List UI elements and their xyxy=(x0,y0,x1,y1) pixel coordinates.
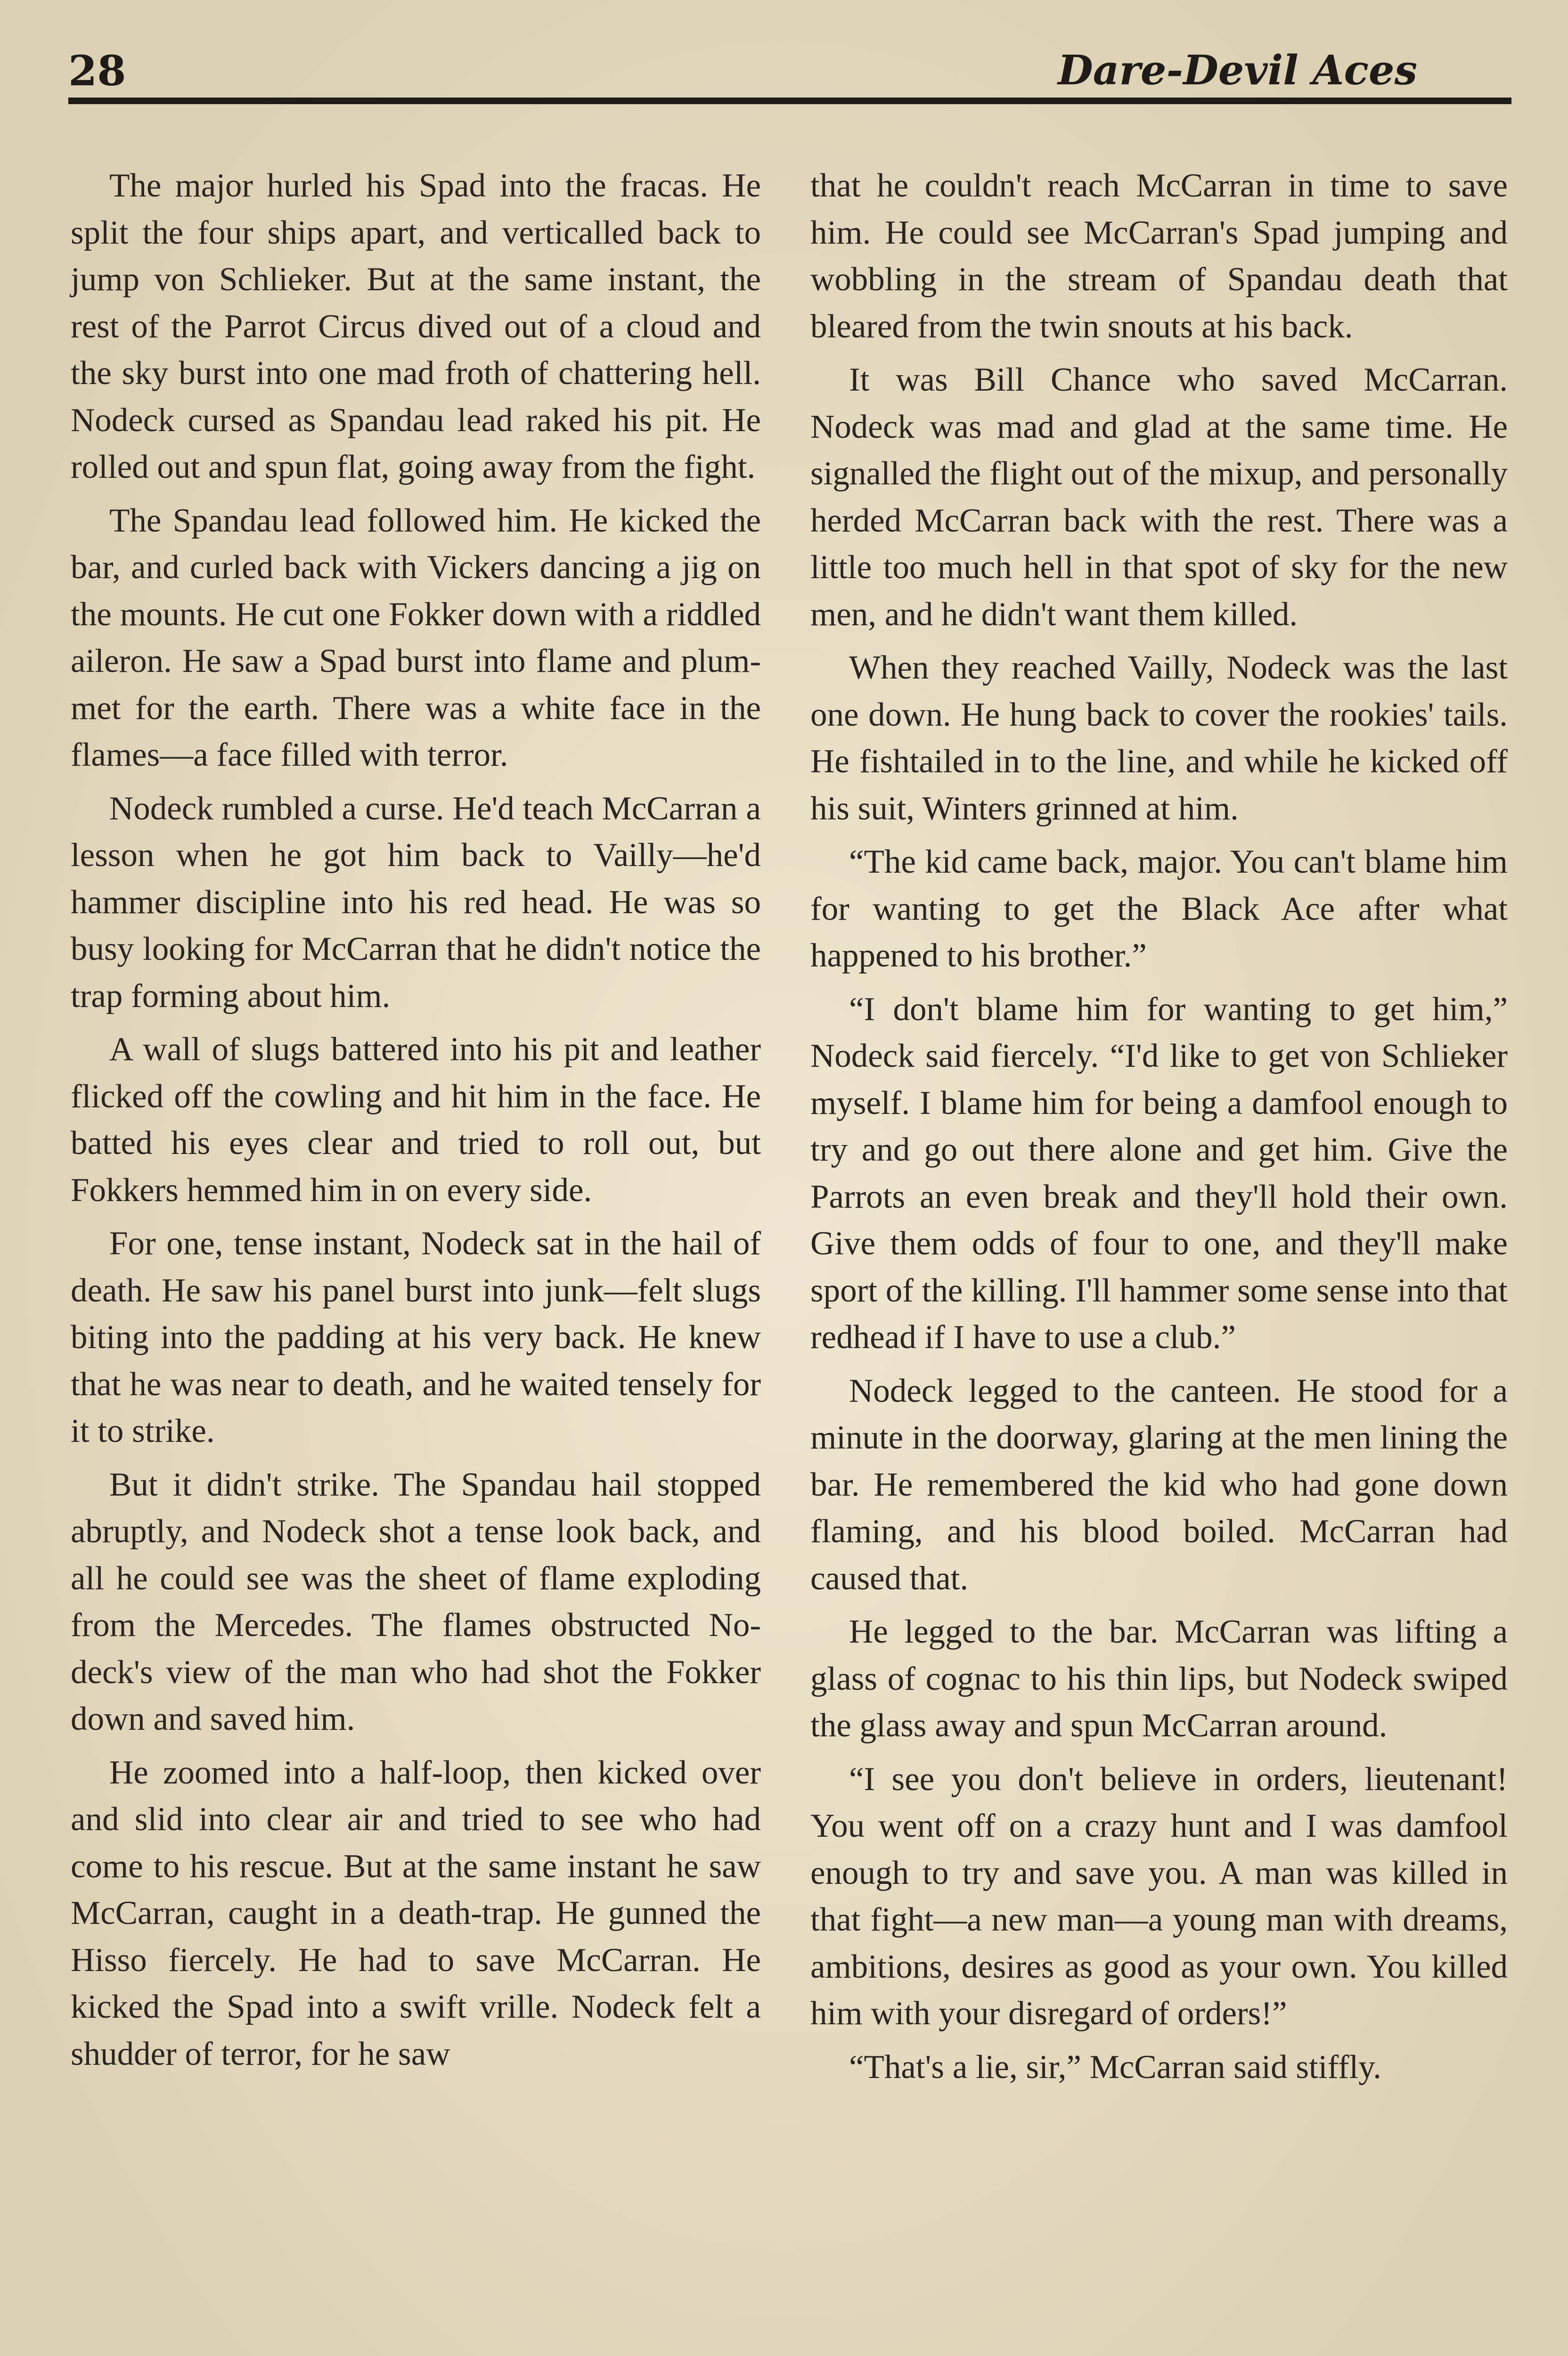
paragraph: He legged to the bar. McCarran was lifting a glass of cognac to his thin lips, but Nodeck swiped the glass away and spun McCarran around. xyxy=(810,1613,1508,1744)
paragraph: Nodeck legged to the canteen. He stood for a minute in the doorway, glaring at the men lining the bar. He remembered the kid who had gone down flaming, and his blood boiled. McCarran had caused that. xyxy=(810,1372,1508,1597)
page-number: 28 xyxy=(68,46,126,95)
header-rule xyxy=(68,98,1511,104)
paragraph: It was Bill Chance who saved McCarran. Nodeck was mad and glad at the same time. He signalled the flight out of the mixup, and personally herded McCarran back with the rest. There was a little too much hell in that spot of sky for the new men, and he didn't want them killed. xyxy=(810,361,1508,633)
paragraph: The major hurled his Spad into the fracas. He split the four ships apart, and verticalled back to jump von Schlieker. But at the same instant, the rest of the Parrot Circus dived out of a cloud and the sky burst into one mad froth of chattering hell. Nodeck cursed as Spandau lead raked his pit. He rolled out and spun flat, going away from the fight. xyxy=(71,167,761,485)
paragraph: “I see you don't believe in orders, lieutenant! You went off on a crazy hunt and I was damfool enough to try and save you. A man was killed in that fight—a new man—a young man with dreams, ambitions, desires as good as your own. You killed him with your disregard of orders!” xyxy=(810,1760,1508,2032)
paragraph: But it didn't strike. The Spandau hail stopped abruptly, and Nodeck shot a tense look back, and all he could see was the sheet of flame exploding from the Mercedes. The flames obstructed Nodeck's view of the man who had shot the Fokker down and saved him. xyxy=(71,1466,761,1737)
paragraph: For one, tense instant, Nodeck sat in the hail of death. He saw his panel burst into junk—felt slugs biting into the padding at his very back. He knew that he was near to death, and he waited tensely for it to strike. xyxy=(71,1225,761,1449)
running-head: Dare-Devil Aces xyxy=(1058,47,1417,94)
paragraph: Nodeck rumbled a curse. He'd teach McCarran a lesson when he got him back to Vailly—he'd hammer discipline into his red head. He was so busy looking for McCarran that he didn't notice the trap forming about him. xyxy=(71,790,761,1014)
left-column xyxy=(71,163,761,2084)
right-column xyxy=(810,163,1508,2097)
paragraph: The Spandau lead followed him. He kicked the bar, and curled back with Vickers dancing a jig on the mounts. He cut one Fokker down with a riddled aileron. He saw a Spad burst into flame and plummet for the earth. There was a white face in the flames—a face filled with terror. xyxy=(71,502,761,773)
page-header xyxy=(68,45,1511,111)
paragraph: “I don't blame him for wanting to get him,” Nodeck said fiercely. “I'd like to get von Schlieker myself. I blame him for being a damfool enough to try and go out there alone and get him. Give the Parrots an even break and they'll hold their own. Give them odds of four to one, and they'll make sport of the killing. I'll hammer some sense into that redhead if I have to use a club.” xyxy=(810,990,1508,1356)
paragraph: A wall of slugs battered into his pit and leather flicked off the cowling and hit him in the face. He batted his eyes clear and tried to roll out, but Fokkers hemmed him in on every side. xyxy=(71,1031,761,1209)
paragraph: When they reached Vailly, Nodeck was the last one down. He hung back to cover the rookies' tails. He fishtailed in to the line, and while he kicked off his suit, Winters grinned at him. xyxy=(810,649,1508,827)
paragraph: “The kid came back, major. You can't blame him for wanting to get the Black Ace after what happened to his brother.” xyxy=(810,843,1508,974)
paragraph: “That's a lie, sir,” McCarran said stiffly. xyxy=(849,2048,1381,2086)
paragraph: that he couldn't reach McCarran in time to save him. He could see McCarran's Spad jumping and wobbling in the stream of Spandau death that bleared from the twin snouts at his back. xyxy=(810,167,1508,345)
paragraph: He zoomed into a half-loop, then kicked over and slid into clear air and tried to see who had come to his rescue. But at the same instant he saw McCarran, caught in a death-trap. He gunned the Hisso fiercely. He had to save McCarran. He kicked the Spad into a swift vrille. Nodeck felt a shudder of terror, for he saw xyxy=(71,1754,761,2072)
